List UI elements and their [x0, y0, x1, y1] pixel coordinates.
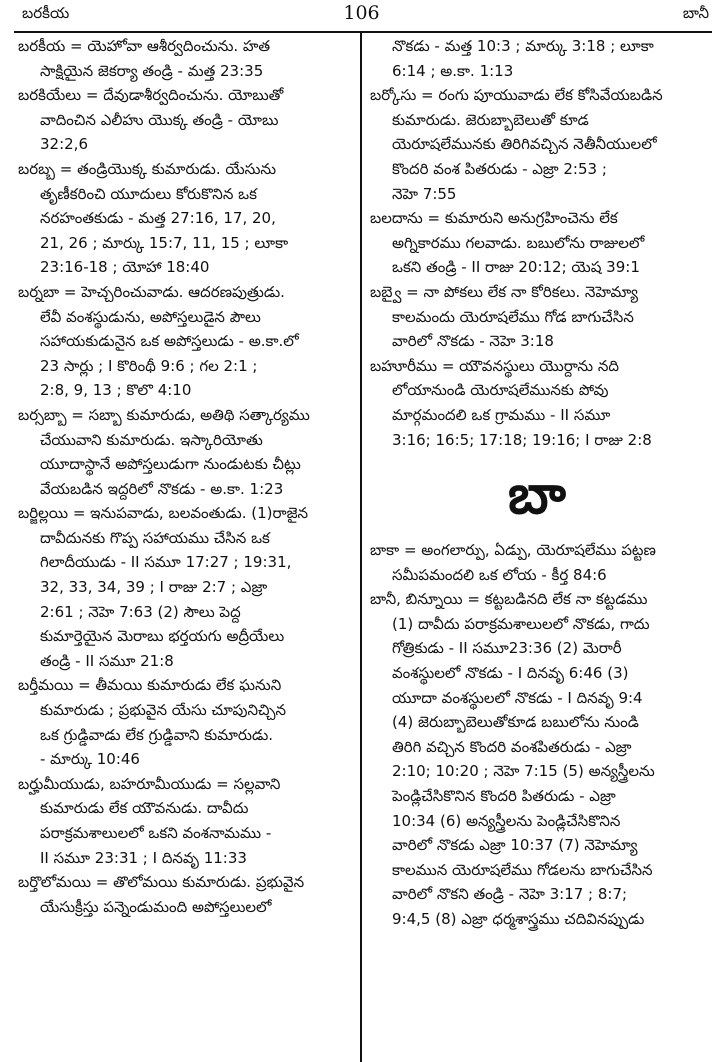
entry-continuation-line: వేయబడిన ఇద్దరిలో నొకడు - అ.కా. 1:23 [40, 479, 284, 498]
entry-continuation-line: సమీపమందలి ఒక లోయ - కీర్త 84:6 [392, 565, 607, 584]
entry-headword-line: బరకీయ = యెహోవా ఆశీర్వదించును. హత [18, 37, 271, 55]
entry-continuation-line: అగ్నికారము గలవాడు. బబులోను రాజులలో [392, 233, 645, 252]
entry-headword-line: బర్సబ్బా = సబ్బా కుమారుడు, అతిథి సత్కార్యము [18, 405, 310, 424]
entry-headword-line: బర్నబా = హెచ్చరించువాడు. ఆదరణపుత్రుడు. [18, 282, 285, 301]
entry-headword-line: బర్జిల్లయి = ఇనుపవాడు, బలవంతుడు. (1)రాజైన [18, 504, 309, 523]
entry-continuation-line: నొకడు - మత్త 10:3 ; మార్కు 3:18 ; లూకా [392, 37, 654, 55]
entry-continuation-line: వారిలో నొకడు ఎజ్రా 10:37 (7) నెహెమ్యా [392, 836, 638, 855]
entry-headword-line: బరబ్బ = తండ్రియొక్క కుమారుడు. యేసును [18, 159, 277, 178]
entry-continuation-line: పెండ్లిచేసికొనిన కొందరి పితరుడు - ఎజ్రా [392, 787, 616, 806]
entry-continuation-line: II సమూ 23:31 ; I దినవృ 11:33 [40, 848, 247, 867]
entry-continuation-line: కాలమందు యెరూషలేము గోడ బాగుచేసిన [392, 307, 634, 326]
entry-continuation-line: 9:4,5 (8) ఎజ్రా ధర్మశాస్త్రము చదివినప్పుడు [392, 910, 645, 928]
right-column-entries-bottom [370, 538, 704, 932]
right-column [370, 34, 704, 932]
entry-continuation-line: కుమారుడు లేక యౌవనుడు. దావీదు [40, 799, 249, 818]
entry-continuation-line: 23:16-18 ; యోహా 18:40 [40, 258, 210, 277]
entry-continuation-line: (4) జెరుబ్బాబెలుతోకూడ బబులోను నుండి [392, 713, 639, 732]
entry-continuation-line: లేవీ వంశస్థుడును, అపోస్తలుడైన పౌలు [40, 307, 261, 326]
entry-headword-line: బహూరీము = యౌవనస్థులు యొర్దాను నది [370, 356, 619, 375]
entry-continuation-line: కుమారుడు. జెరుబ్బాబెలుతో కూడ [392, 110, 589, 129]
entry-continuation-line: వారిలో నొకడు - నెహె 3:18 [392, 332, 554, 351]
entry-continuation-line: సాక్షియైన జెకర్యా తండ్రి - మత్త 23:35 [40, 61, 264, 80]
entry-continuation-line: 32:2,6 [40, 135, 88, 154]
entry-continuation-line: యూదా వంశస్థులలో నొకడు - I దినవృ 9:4 [392, 688, 643, 707]
header-rule [14, 31, 712, 33]
header-first-word: బరకీయ [22, 4, 70, 22]
entry-continuation-line: యేసుక్రీస్తు పన్నెండుమంది అపోస్తలులలో [40, 897, 272, 916]
entry-continuation-line: - మార్కు 10:46 [40, 750, 140, 769]
entry-continuation-line: 2:8, 9, 13 ; కొలొ 4:10 [40, 381, 192, 400]
entry-continuation-line: చేయువాని కుమారుడు. ఇస్కారియోతు [40, 430, 263, 449]
entry-headword-line: బర్తీమయి = తీమయి కుమారుడు లేక ఘనుని [18, 676, 282, 695]
entry-continuation-line: తృణీకరించి యూదులు కోరుకొనిన ఒక [40, 184, 257, 203]
entry-continuation-line: యెరూషలేమునకు తిరిగివచ్చిన నెతీనీయులలో [392, 135, 657, 154]
entry-continuation-line: కొందరి వంశ పితరుడు - ఎజ్రా 2:53 ; [392, 159, 607, 178]
entry-headword-line: బబ్వై = నా పోకలు లేక నా కోరికలు. నెహెమ్యా [370, 282, 639, 301]
entry-continuation-line: గిలాదీయుడు - II సమూ 17:27 ; 19:31, [40, 553, 292, 572]
entry-continuation-line: తిరిగి వచ్చిన కొందరి వంశపితరుడు - ఎజ్రా [392, 737, 632, 756]
entry-continuation-line: నరహంతకుడు - మత్త 27:16, 17, 20, [40, 209, 276, 228]
entry-continuation-line: వాదించిన ఎలీహు యొక్క తండ్రి - యోబు [40, 110, 279, 129]
entry-continuation-line: 2:61 ; నెహె 7:63 (2) సౌలు పెద్ద [40, 602, 241, 621]
entry-continuation-line: 6:14 ; అ.కా. 1:13 [392, 61, 514, 80]
entry-continuation-line: 21, 26 ; మార్కు 15:7, 11, 15 ; లూకా [40, 233, 289, 252]
entry-continuation-line: ఒక గ్రుడ్డివాడు లేక గ్రుడ్డివాని కుమారుడు. [40, 725, 274, 744]
entry-continuation-line: తండ్రి - II సమూ 21:8 [40, 651, 174, 670]
entry-continuation-line: కుమార్తెయైన మెరాబు భర్తయగు అద్రీయేలు [40, 627, 285, 646]
entry-continuation-line: గోత్రికుడు - II సమూ23:36 (2) మెరారీ [392, 639, 622, 658]
page-number: 106 [343, 2, 380, 24]
entry-headword-line: బలదాను = కుమారుని అనుగ్రహించెను లేక [370, 209, 618, 228]
entry-headword-line: బర్తొలోమయి = తొలోమయి కుమారుడు. ప్రభువైన [18, 873, 305, 892]
entry-continuation-line: పరాక్రమశాలులలో ఒకని వంశనామము - [40, 824, 272, 842]
right-column-entries-top [370, 34, 704, 452]
entry-continuation-line: ఒకని తండ్రి - II రాజు 20:12; యెష 39:1 [392, 258, 640, 277]
entry-continuation-line: నెహె 7:55 [392, 184, 457, 203]
column-divider [360, 31, 362, 1062]
entry-headword-line: బర్కోసు = రంగు పూయువాడు లేక కోసివేయబడిన [370, 86, 663, 105]
section-heading: బా [508, 462, 566, 526]
entry-continuation-line: కుమారుడు ; ప్రభువైన యేసు చూపునిచ్చిన [40, 701, 287, 720]
left-column [18, 34, 352, 919]
entry-continuation-line: దావీదునకు గొప్ప సహాయము చేసిన ఒక [40, 528, 270, 547]
entry-continuation-line: 23 సార్లు ; I కొరింథీ 9:6 ; గల 2:1 ; [40, 356, 258, 375]
entry-continuation-line: 2:10; 10:20 ; నెహె 7:15 (5) అన్యస్త్రీలను [392, 762, 655, 781]
entry-continuation-line: 10:34 (6) అన్యస్త్రీలను పెండ్లిచేసికొనిన [392, 811, 621, 830]
entry-headword-line: బరకియేలు = దేవుడాశీర్వదించును. యోబుతో [18, 86, 284, 105]
entry-continuation-line: యూదాస్థానే అపోస్తలుడుగా నుండుటకు చీట్లు [40, 455, 301, 474]
entry-continuation-line: కాలమున యెరూషలేము గోడలను బాగుచేసిన [392, 860, 653, 879]
entry-continuation-line: వంశస్థులలో నొకడు - I దినవృ 6:46 (3) [392, 664, 629, 683]
entry-headword-line: బర్హుమీయుడు, బహరూమీయుడు = సల్లవాని [18, 774, 281, 793]
entry-headword-line: బానీ, బిన్నూయి = కట్టబడినది లేక నా కట్టడము [370, 590, 648, 609]
entry-continuation-line: మార్గమందలి ఒక గ్రామము - II సమూ [392, 405, 611, 424]
entry-continuation-line: 3:16; 16:5; 17:18; 19:16; I రాజు 2:8 [392, 430, 652, 449]
entry-continuation-line: 32, 33, 34, 39 ; I రాజు 2:7 ; ఎజ్రా [40, 578, 268, 597]
entry-continuation-line: సహాయకుడునైన ఒక అపోస్తలుడు - అ.కా.లో [40, 332, 299, 351]
header-last-word: బానీ [682, 4, 709, 22]
entry-continuation-line: (1) దావీదు పరాక్రమశాలులలో నొకడు, గాదు [392, 614, 650, 633]
entry-headword-line: బాకా = అంగలార్పు, ఏడ్పు, యెరూషలేము పట్టణ [370, 541, 656, 560]
entry-continuation-line: లోయానుండి యెరూషలేమునకు పోవు [392, 381, 609, 400]
entry-continuation-line: వారిలో నొకని తండ్రి - నెహె 3:17 ; 8:7; [392, 885, 628, 904]
